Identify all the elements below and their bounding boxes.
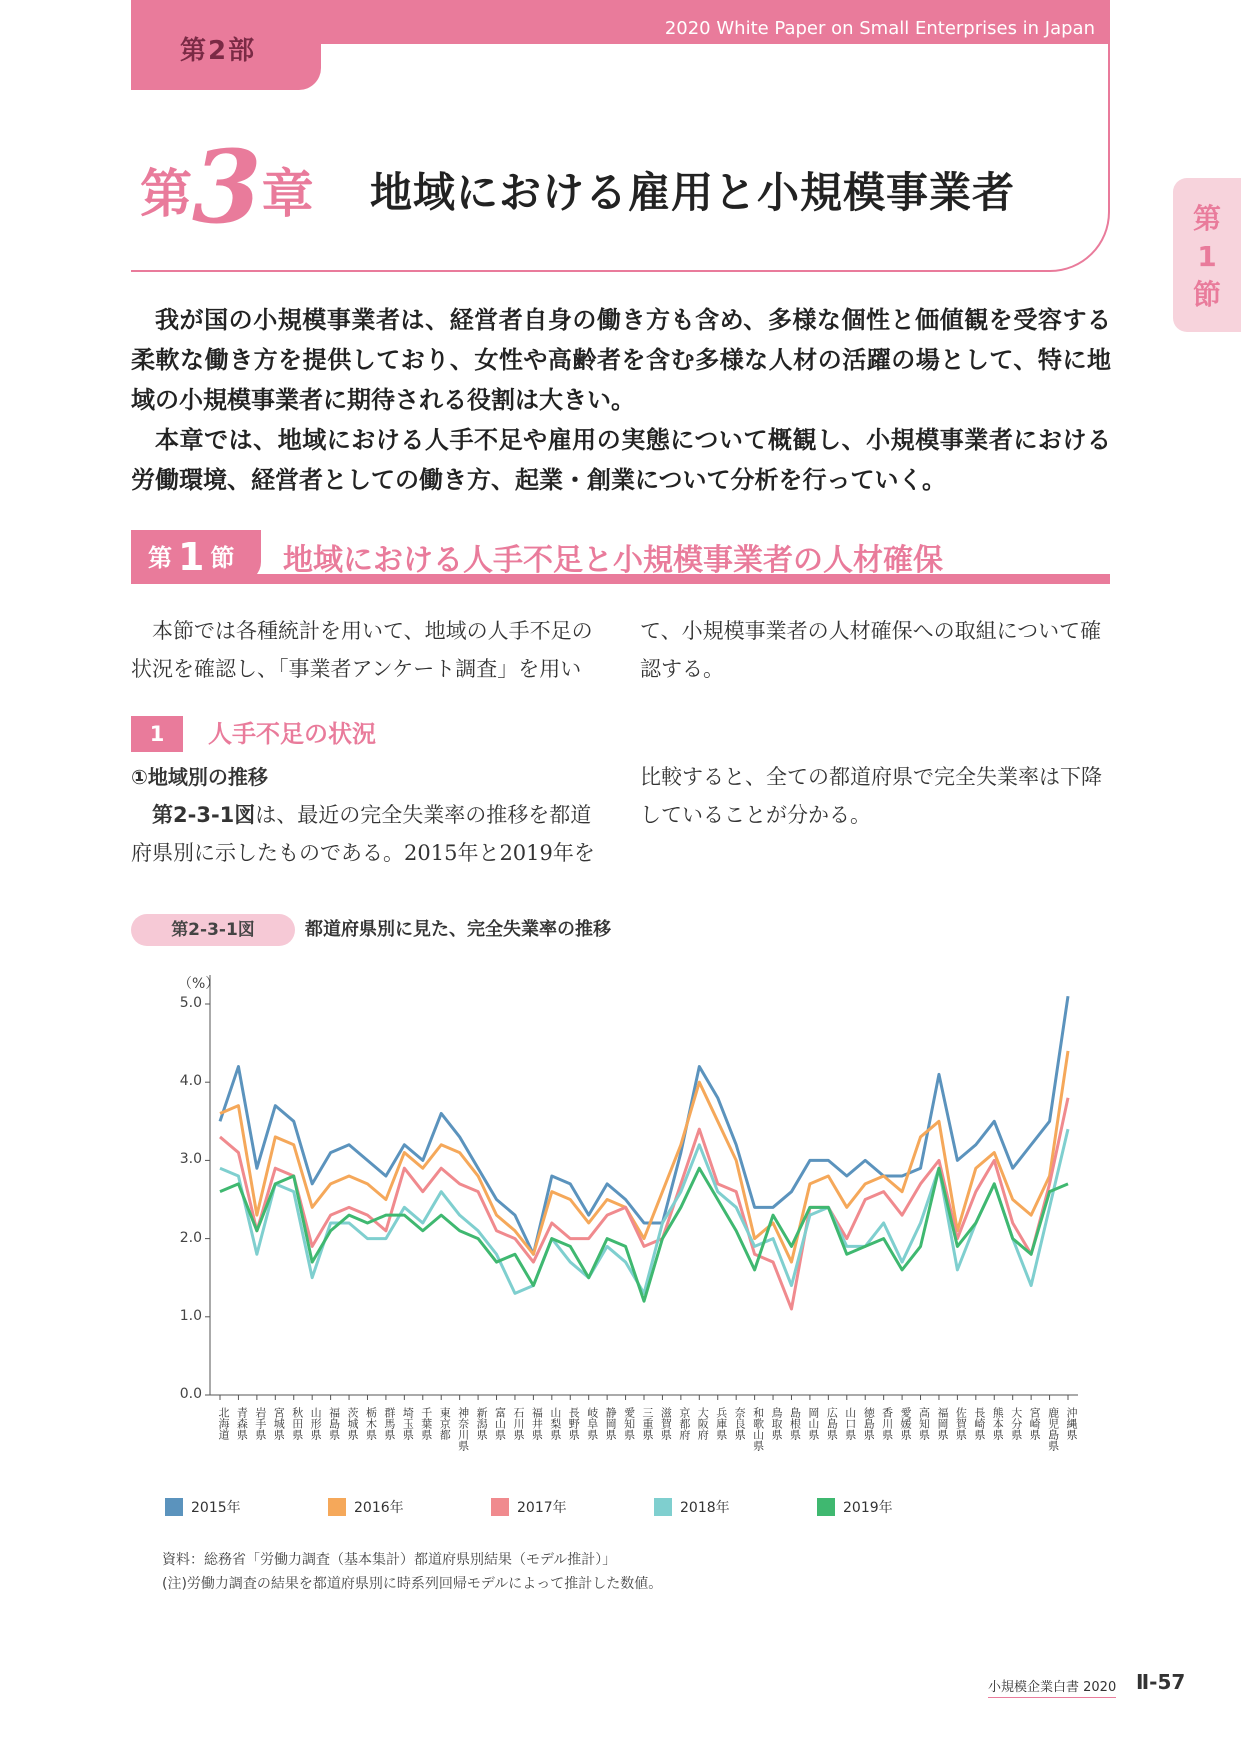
x-tick-label: 島根県 bbox=[788, 1407, 802, 1440]
legend-label: 2019年 bbox=[843, 1500, 893, 1516]
body-column-4 bbox=[640, 758, 1110, 834]
legend-item bbox=[491, 1498, 567, 1518]
x-tick-label: 茨城県 bbox=[346, 1407, 360, 1440]
x-tick-label: 高知県 bbox=[917, 1407, 931, 1440]
body-column-2 bbox=[640, 612, 1110, 688]
legend-swatch bbox=[491, 1498, 509, 1516]
legend-label: 2017年 bbox=[517, 1500, 567, 1516]
series-line-3 bbox=[220, 1129, 1068, 1293]
x-tick-label: 愛媛県 bbox=[899, 1407, 913, 1440]
chapter-digit: 3 bbox=[192, 128, 262, 246]
x-tick-label: 愛知県 bbox=[622, 1407, 636, 1440]
body-text-1: 本節では各種統計を用いて、地域の人手不足の状況を確認し、「事業者アンケート調査」を用い bbox=[131, 619, 593, 681]
series-line-1 bbox=[220, 1051, 1068, 1262]
x-tick-label: 鳥取県 bbox=[770, 1407, 784, 1440]
x-tick-label: 徳島県 bbox=[862, 1407, 876, 1440]
section-digit: 1 bbox=[178, 535, 205, 579]
footer-book-title: 小規模企業白書 2020 bbox=[988, 1676, 1116, 1698]
figure-label: 第2-3-1図 bbox=[131, 914, 295, 946]
chapter-number bbox=[140, 128, 314, 246]
note-text: (注)労働力調査の結果を都道府県別に時系列回帰モデルによって推計した数値。 bbox=[162, 1576, 663, 1592]
x-tick-label: 群馬県 bbox=[382, 1407, 396, 1440]
x-tick-label: 滋賀県 bbox=[659, 1407, 673, 1440]
x-tick-label: 福島県 bbox=[327, 1407, 341, 1440]
x-tick-label: 香川県 bbox=[880, 1407, 894, 1440]
x-tick-label: 広島県 bbox=[825, 1407, 839, 1440]
legend-label: 2018年 bbox=[680, 1500, 730, 1516]
legend-item bbox=[654, 1498, 730, 1518]
x-tick-label: 宮城県 bbox=[272, 1407, 286, 1440]
body-text-2: て、小規模事業者の人材確保への取組について確認する。 bbox=[640, 619, 1102, 681]
x-tick-label: 大分県 bbox=[1009, 1407, 1023, 1440]
x-tick-label: 長崎県 bbox=[972, 1407, 986, 1440]
page-number: Ⅱ-57 bbox=[1136, 1670, 1186, 1694]
intro-paragraph-1: 我が国の小規模事業者は、経営者自身の働き方も含め、多様な個性と価値観を受容する柔軟な働き方を提供しており、女性や高齢者を含む多様な人材の活躍の場として、特に地域の小規模事業者に期待される役割は大きい。 bbox=[131, 306, 1111, 414]
x-tick-label: 和歌山県 bbox=[751, 1407, 765, 1451]
body-text-3 bbox=[131, 796, 601, 872]
legend-item bbox=[817, 1498, 893, 1518]
chapter-prefix: 第 bbox=[140, 164, 193, 225]
x-tick-label: 佐賀県 bbox=[954, 1407, 968, 1440]
figure-title: 都道府県別に見た、完全失業率の推移 bbox=[305, 919, 611, 940]
y-tick-label: 4.0 bbox=[179, 1073, 202, 1090]
x-tick-label: 石川県 bbox=[511, 1407, 525, 1440]
x-tick-label: 千葉県 bbox=[419, 1407, 433, 1440]
section-number bbox=[148, 535, 234, 579]
section-suffix: 節 bbox=[210, 544, 235, 572]
part-label: 第2部 bbox=[180, 36, 257, 66]
x-tick-label: 北海道 bbox=[217, 1407, 230, 1440]
legend-label: 2016年 bbox=[354, 1500, 404, 1516]
x-tick-label: 東京都 bbox=[438, 1407, 452, 1440]
subsection-title: 人手不足の状況 bbox=[208, 720, 376, 748]
body-text-3-rest: は、最近の完全失業率の推移を都道府県別に示したものである。2015年と2019年を bbox=[131, 803, 595, 865]
x-tick-label: 鹿児島県 bbox=[1046, 1407, 1060, 1451]
x-tick-label: 岡山県 bbox=[806, 1407, 820, 1440]
y-tick-label: 5.0 bbox=[179, 995, 202, 1011]
x-tick-label: 山梨県 bbox=[548, 1407, 562, 1440]
source-text: 資料：総務省「労働力調査（基本集計）都道府県別結果（モデル推計）」 bbox=[162, 1552, 617, 1568]
x-tick-label: 岐阜県 bbox=[585, 1407, 599, 1440]
body-column-3 bbox=[131, 758, 601, 872]
x-tick-label: 静岡県 bbox=[604, 1407, 618, 1440]
y-tick-label: 2.0 bbox=[179, 1229, 202, 1246]
x-tick-label: 宮崎県 bbox=[1028, 1407, 1042, 1440]
x-tick-label: 熊本県 bbox=[991, 1407, 1005, 1440]
x-tick-label: 山口県 bbox=[843, 1407, 857, 1440]
legend-swatch bbox=[165, 1498, 183, 1516]
x-tick-label: 神奈川県 bbox=[456, 1407, 470, 1451]
series-line-4 bbox=[220, 1168, 1068, 1301]
x-tick-label: 富山県 bbox=[493, 1407, 507, 1440]
intro-paragraph-2: 本章では、地域における人手不足や雇用の実態について概観し、小規模事業者における労働環境、経営者としての働き方、起業・創業について分析を行っていく。 bbox=[131, 426, 1111, 494]
x-tick-label: 埼玉県 bbox=[401, 1407, 415, 1440]
legend-label: 2015年 bbox=[191, 1500, 241, 1516]
figure-reference: 第2-3-1図 bbox=[152, 803, 256, 827]
legend-swatch bbox=[328, 1498, 346, 1516]
x-tick-label: 新潟県 bbox=[475, 1407, 489, 1440]
x-tick-label: 福岡県 bbox=[935, 1407, 949, 1440]
x-tick-label: 大阪府 bbox=[696, 1407, 710, 1440]
x-tick-label: 三重県 bbox=[641, 1407, 654, 1440]
x-tick-label: 山形県 bbox=[309, 1407, 323, 1440]
legend-item bbox=[165, 1498, 241, 1518]
y-axis-unit: （%） bbox=[178, 976, 220, 992]
x-tick-label: 沖縄県 bbox=[1065, 1407, 1078, 1440]
y-tick-label: 3.0 bbox=[179, 1151, 202, 1168]
x-tick-label: 京都府 bbox=[677, 1407, 691, 1440]
series-title: 2020 White Paper on Small Enterprises in Japan bbox=[664, 18, 1095, 39]
legend-item bbox=[328, 1498, 404, 1518]
y-tick-label: 0.0 bbox=[179, 1386, 202, 1402]
section-prefix: 第 bbox=[148, 544, 172, 572]
x-tick-label: 青森県 bbox=[235, 1407, 249, 1440]
body-text-4: 比較すると、全ての都道府県で完全失業率は下降していることが分かる。 bbox=[640, 765, 1102, 827]
series-line-0 bbox=[220, 996, 1068, 1254]
subsubsection-title: ①地域別の推移 bbox=[131, 765, 268, 789]
body-column-1 bbox=[131, 612, 601, 688]
section-title: 地域における人手不足と小規模事業者の人材確保 bbox=[283, 543, 943, 578]
x-tick-label: 秋田県 bbox=[290, 1407, 304, 1440]
legend-swatch bbox=[817, 1498, 835, 1516]
x-tick-label: 奈良県 bbox=[733, 1407, 747, 1440]
subsection-number: 1 bbox=[131, 716, 183, 752]
x-tick-label: 福井県 bbox=[530, 1407, 544, 1440]
chapter-suffix: 章 bbox=[261, 164, 314, 225]
x-tick-label: 兵庫県 bbox=[714, 1407, 728, 1440]
chapter-title: 地域における雇用と小規模事業者 bbox=[370, 168, 1016, 217]
chapter-intro bbox=[131, 300, 1111, 500]
x-tick-label: 長野県 bbox=[567, 1407, 581, 1440]
figure-source bbox=[162, 1548, 662, 1596]
x-tick-label: 岩手県 bbox=[253, 1407, 267, 1440]
x-tick-label: 栃木県 bbox=[364, 1407, 378, 1440]
side-tab-label: 第1節 bbox=[1192, 202, 1221, 311]
y-tick-label: 1.0 bbox=[179, 1307, 202, 1324]
series-line-2 bbox=[220, 1098, 1068, 1309]
legend-swatch bbox=[654, 1498, 672, 1516]
